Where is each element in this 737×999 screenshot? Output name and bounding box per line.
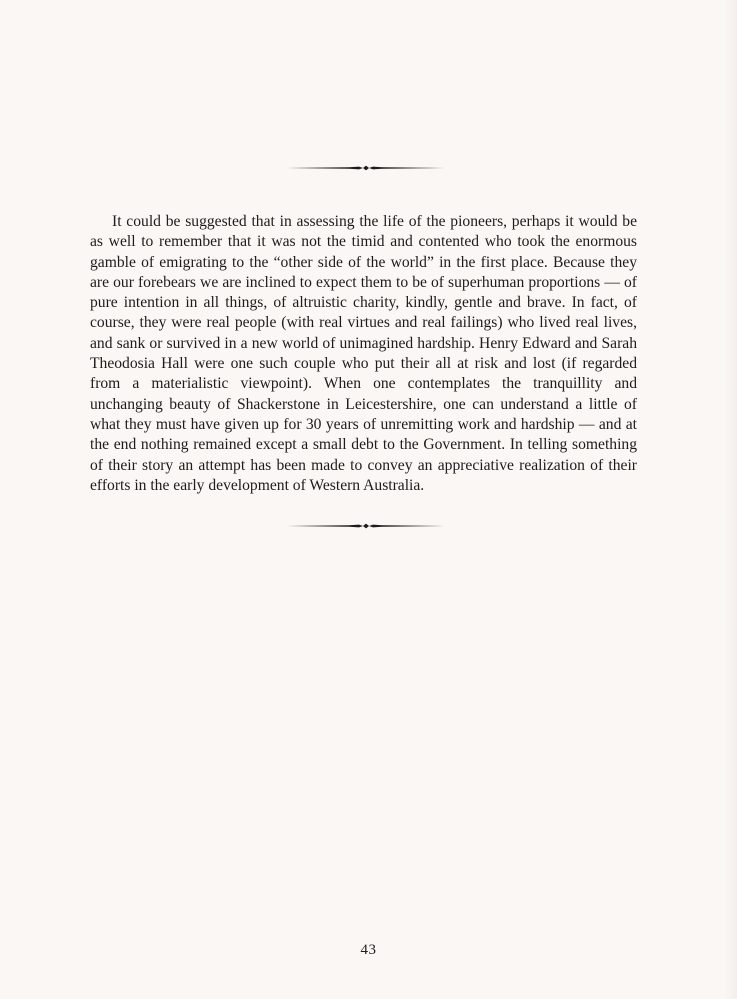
page-edge-shadow xyxy=(723,0,737,999)
page-number: 43 xyxy=(360,942,377,958)
body-paragraph: It could be suggested that in assessing the life of the pioneers, perhaps it would be as well to remember that it was not the timid and contented who took the enormous gamble of emigrating to the “other side of the world” in the first place. Because they are our forebears we are inclined to expect them to be of superhuman proportions — of pure intention in all things, of altruistic charity, kindly, gentle and brave. In fact, of course, they were real people (with real virtues and real failings) who lived real lives, and sank or survived in a new world of unimagined hardship. Henry Edward and Sarah Theodosia Hall were one such couple who put their all at risk and lost (if regarded from a materialistic viewpoint). When one contemplates the tranquillity and unchanging beauty of Shackerstone in Leicestershire, one can understand a little of what they must have given up for 30 years of unremitting work and hardship — and at the end nothing remained except a small debt to the Government. In telling something of their story an attempt has been made to convey an appreciative realization of their efforts in the early development of Western Australia. xyxy=(90,213,637,494)
ornamental-rule-icon xyxy=(287,164,445,172)
ornamental-rule-icon xyxy=(287,522,445,530)
